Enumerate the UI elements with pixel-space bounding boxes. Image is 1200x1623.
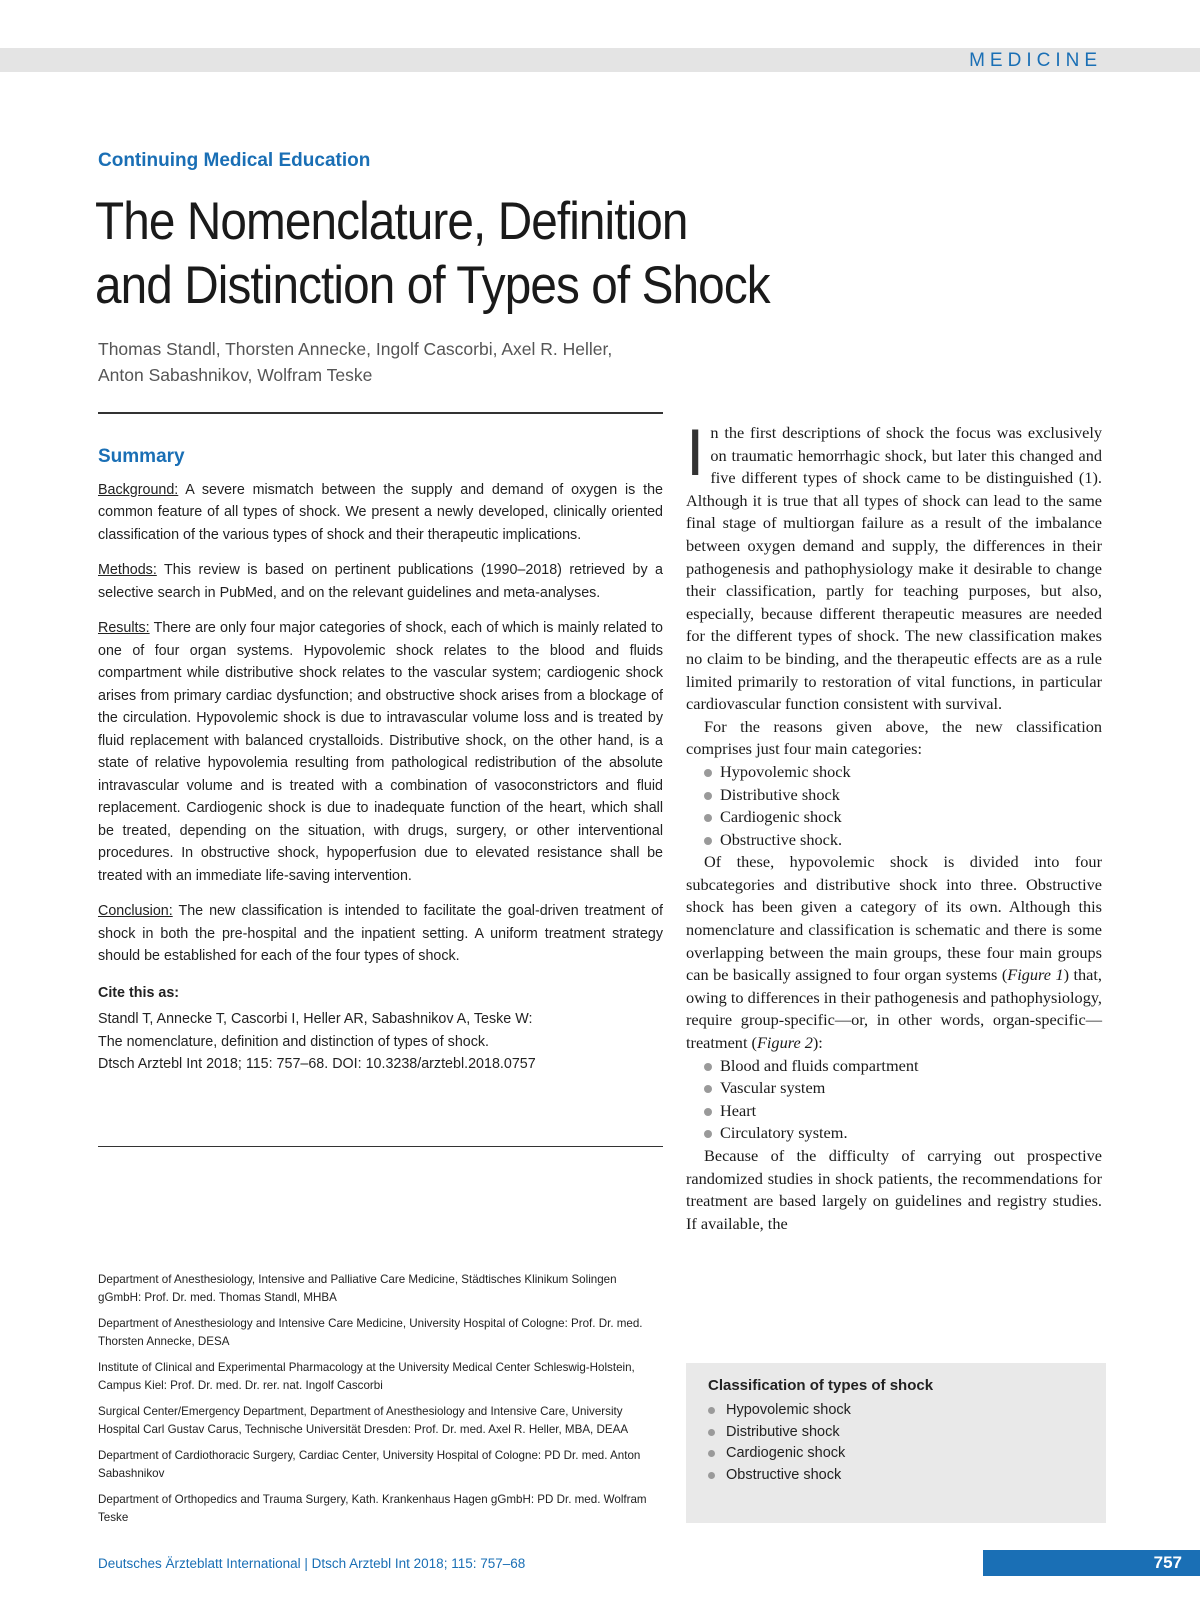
background-text: A severe mismatch between the supply and demand of oxygen is the common feature of all types of shock. We present a newly developed, clinically oriented classification of the various types of shock and their therapeutic implications. [98, 481, 663, 543]
list-item-label: Hypovolemic shock [720, 761, 851, 781]
bullet-icon [708, 1429, 715, 1436]
body-paragraph-4: Because of the difficulty of carrying out prospective randomized studies in shock patients, the recommendations for treatment are based largely on guidelines and registry studies. If available, the [686, 1146, 1102, 1233]
list-item-label: Distributive shock [726, 1423, 840, 1440]
figure-2-ref[interactable]: Figure 2 [756, 1033, 813, 1053]
affiliation-item: Institute of Clinical and Experimental Pharmacology at the University Medical Center Schleswig-Holstein, Campus Kiel: Prof. Dr. med. Dr. rer. nat. Ingolf Cascorbi [98, 1361, 635, 1392]
bullet-icon [704, 1085, 712, 1093]
p3-end: ): [812, 1033, 823, 1053]
list-item [704, 761, 1102, 784]
list-item [704, 1077, 1102, 1100]
article-kicker: Continuing Medical Education [98, 150, 371, 171]
summary-top-rule [98, 412, 663, 414]
summary-results [98, 617, 663, 887]
body-text-column [686, 415, 1102, 1235]
list-item-label: Heart [720, 1100, 757, 1120]
box-heading: Classification of types of shock [708, 1377, 934, 1394]
affiliation-item: Department of Cardiothoracic Surgery, Cardiac Center, University Hospital of Cologne: PD Dr. med. Anton Sabashnikov [98, 1449, 641, 1480]
list-item-label: Obstructive shock. [720, 829, 843, 849]
bullet-icon [704, 814, 712, 822]
authors-line-2: Anton Sabashnikov, Wolfram Teske [98, 365, 373, 385]
cite-line-1: Standl T, Annecke T, Cascorbi I, Heller AR, Sabashnikov A, Teske W: [98, 1011, 533, 1027]
list-item-label: Cardiogenic shock [726, 1445, 846, 1461]
drop-cap: I [686, 415, 705, 489]
p3-start: Of these, hypovolemic shock is divided into four subcategories and distributive shock into three. Obstructive shock has been given a category of its own. Although this nomenclature and classification is schematic and there is some overlapping between the main groups, these four main groups can be basically assigned to four organ systems ( [686, 852, 1102, 985]
list-item [704, 1122, 1102, 1145]
classification-box [686, 1363, 1106, 1523]
list-item-label: Obstructive shock [726, 1466, 842, 1483]
cite-heading: Cite this as: [98, 984, 180, 1001]
list-item-label: Hypovolemic shock [726, 1402, 851, 1418]
article-title [95, 190, 770, 318]
section-label: MEDICINE [969, 50, 1102, 71]
body-paragraph-3 [686, 851, 1102, 1054]
list-item-label: Distributive shock [720, 784, 840, 804]
list-item-label: Vascular system [720, 1078, 826, 1098]
author-list [98, 336, 738, 388]
cite-line-2: The nomenclature, definition and distinction of types of shock. [98, 1033, 490, 1050]
summary-bottom-rule [98, 1146, 663, 1147]
title-line-1: The Nomenclature, Definition [95, 192, 688, 251]
bullet-icon [708, 1450, 715, 1457]
figure-1-ref[interactable]: Figure 1 [1007, 965, 1064, 985]
body-paragraph-1 [686, 415, 1102, 716]
list-item [708, 1443, 1106, 1465]
list-item [704, 806, 1102, 829]
body-paragraph-2: For the reasons given above, the new classification comprises just four main categories: [686, 716, 1102, 759]
bullet-icon [704, 1063, 712, 1071]
background-label: Background: [98, 481, 179, 498]
bullet-icon [704, 837, 712, 845]
conclusion-text: The new classification is intended to facilitate the goal-driven treatment of shock in both the pre-hospital and the inpatient setting. A uniform treatment strategy should be established for each of the four types of shock. [98, 903, 663, 964]
conclusion-label: Conclusion: [98, 903, 173, 919]
footer-journal: Deutsches Ärzteblatt International | Dtsch Arztebl Int 2018; 115: 757–68 [98, 1556, 526, 1571]
bullet-icon [704, 769, 712, 777]
summary-background [98, 479, 663, 547]
box-list [686, 1400, 1106, 1486]
page-number-tab [983, 1550, 1200, 1576]
title-line-2: and Distinction of Types of Shock [95, 256, 770, 315]
list-item-label: Circulatory system. [720, 1123, 848, 1143]
affiliation-item: Department of Anesthesiology, Intensive and Palliative Care Medicine, Städtisches Klinikum Solingen gGmbH: Prof. Dr. med. Thomas Standl, MHBA [98, 1273, 617, 1304]
summary-conclusion [98, 900, 663, 968]
list-item [708, 1400, 1106, 1422]
affiliation-item: Department of Anesthesiology and Intensive Care Medicine, University Hospital of Cologne: Prof. Dr. med. Thorsten Annecke, DESA [98, 1317, 643, 1348]
list-item [708, 1465, 1106, 1487]
bullet-icon [708, 1407, 715, 1414]
bullet-icon [704, 792, 712, 800]
affiliation-item: Department of Orthopedics and Trauma Surgery, Kath. Krankenhaus Hagen gGmbH: PD Dr. med. Wolfram Teske [98, 1493, 647, 1524]
cite-line-3: Dtsch Arztebl Int 2018; 115: 757–68. DOI: 10.3238/arztebl.2018.0757 [98, 1056, 536, 1072]
list-item [704, 1100, 1102, 1123]
page-number: 757 [1153, 1553, 1182, 1572]
affiliations [98, 1271, 658, 1535]
p3-mid: ) that, owing to differences in their pathogenesis and pathophysiology, require group-specific—or, in other words, organ-specific—treatment ( [686, 965, 1102, 1053]
organ-systems-list [686, 1055, 1102, 1145]
summary-section [98, 446, 663, 1076]
results-label: Results: [98, 620, 150, 636]
methods-text: This review is based on pertinent publications (1990–2018) retrieved by a selective search in PubMed, and on the relevant guidelines and meta-analyses. [98, 562, 663, 601]
affiliation-item: Surgical Center/Emergency Department, Department of Anesthesiology and Intensive Care, University Hospital Carl Gustav Carus, Technische Universität Dresden: Prof. Dr. med. Axel R. Heller, MBA, DEAA [98, 1405, 629, 1436]
list-item-label: Cardiogenic shock [720, 807, 842, 827]
bullet-icon [704, 1130, 712, 1138]
bullet-icon [704, 1108, 712, 1116]
summary-heading: Summary [98, 446, 185, 467]
list-item [708, 1422, 1106, 1444]
list-item [704, 1055, 1102, 1078]
list-item-label: Blood and fluids compartment [720, 1055, 919, 1075]
bullet-icon [708, 1472, 715, 1479]
methods-label: Methods: [98, 562, 157, 578]
body-paragraph-1-text: n the first descriptions of shock the focus was exclusively on traumatic hemorrhagic shock, but later this changed and five different types of shock came to be distinguished (1). Although it is true that all types of shock can lead to the same final stage of multiorgan failure as a result of the imbalance between oxygen demand and supply, the differences in their pathogenesis and pathophysiology make it desirable to change their classification, partly for teaching purposes, but also, especially, because different therapeutic measures are needed for the different types of shock. The new classification makes no claim to be binding, and the therapeutic effects are as a rule limited primarily to restoration of vital functions, in particular cardiovascular function consistent with survival. [686, 423, 1102, 714]
list-item [704, 829, 1102, 852]
summary-methods [98, 559, 663, 604]
shock-categories-list [686, 761, 1102, 851]
authors-line-1: Thomas Standl, Thorsten Annecke, Ingolf Cascorbi, Axel R. Heller, [98, 339, 613, 359]
results-text: There are only four major categories of shock, each of which is mainly related to one of four organ systems. Hypovolemic shock relates to the blood and fluids compartment while distributive shock relates to the vascular system; cardiogenic shock arises from primary cardiac dysfunction; and obstructive shock arises from a blockage of the circulation. Hypovolemic shock is due to intravascular volume loss and is treated by fluid replacement with balanced crystalloids. Distributive shock, on the other hand, is a state of relative hypovolemia resulting from pathological redistribution of the absolute intravascular volume and is treated with a combination of vasoconstrictors and fluid replacement. Cardiogenic shock is due to inadequate function of the heart, which shall be treated, depending on the situation, with drugs, surgery, or other interventional procedures. In obstructive shock, hypoperfusion due to elevated resistance shall be treated with an immediate life-saving intervention. [98, 620, 663, 884]
list-item [704, 784, 1102, 807]
